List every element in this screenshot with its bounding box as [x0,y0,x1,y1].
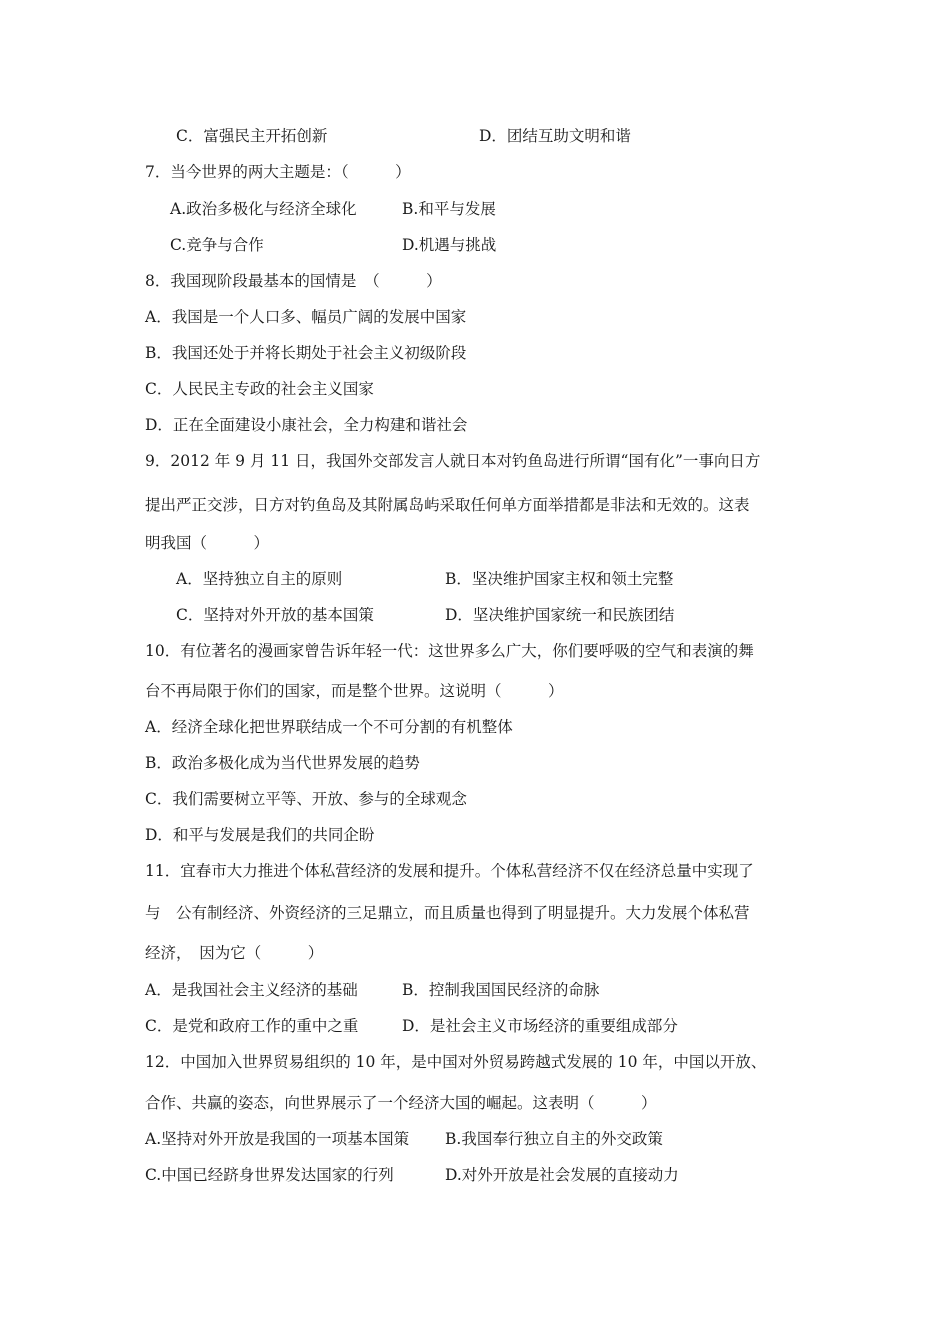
q8-option-d: D．正在全面建设小康社会，全力构建和谐社会 [145,416,468,434]
q10-stem-line-2: 台不再局限于你们的国家，而是整个世界。这说明（ ） [145,682,564,700]
q9-stem-line-2: 提出严正交涉，日方对钓鱼岛及其附属岛屿采取任何单方面举措都是非法和无效的。这表 [145,496,750,514]
q11-option-a: A．是我国社会主义经济的基础 [145,981,358,999]
q9-stem-line-3: 明我国（ ） [145,534,270,552]
q12-option-c: C.中国已经跻身世界发达国家的行列 [145,1166,394,1184]
q10-option-c: C．我们需要树立平等、开放、参与的全球观念 [145,790,467,808]
q8-stem: 8．我国现阶段最基本的国情是 （ ） [145,272,442,290]
q11-stem-line-2: 与 公有制经济、外资经济的三足鼎立，而且质量也得到了明显提升。大力发展个体私营 [145,904,750,922]
q7-option-d: D.机遇与挑战 [402,236,497,254]
q11-option-c: C．是党和政府工作的重中之重 [145,1017,359,1035]
q12-stem-line-1: 12．中国加入世界贸易组织的 10 年，是中国对外贸易跨越式发展的 10 年，中国以开放、 [145,1053,767,1071]
q11-stem-line-3: 经济， 因为它（ ） [145,944,324,962]
q7-stem: 7．当今世界的两大主题是：（ ） [145,163,411,181]
q12-option-a: A.坚持对外开放是我国的一项基本国策 [145,1130,410,1148]
q8-option-b: B．我国还处于并将长期处于社会主义初级阶段 [145,344,467,362]
q12-option-d: D.对外开放是社会发展的直接动力 [445,1166,679,1184]
q6-option-d: D．团结互助文明和谐 [479,127,631,145]
q7-option-b: B.和平与发展 [402,200,496,218]
q8-option-a: A．我国是一个人口多、幅员广阔的发展中国家 [145,308,467,326]
q9-stem-line-1: 9．2012 年 9 月 11 日，我国外交部发言人就日本对钓鱼岛进行所谓“国有化”一事向日方 [145,452,761,470]
q9-option-c: C．坚持对外开放的基本国策 [176,606,374,624]
q9-option-b: B．坚决维护国家主权和领土完整 [445,570,674,588]
q11-option-b: B．控制我国国民经济的命脉 [402,981,600,999]
q10-option-d: D．和平与发展是我们的共同企盼 [145,826,375,844]
q10-stem-line-1: 10．有位著名的漫画家曾告诉年轻一代：这世界多么广大，你们要呼吸的空气和表演的舞 [145,642,754,660]
q11-option-d: D．是社会主义市场经济的重要组成部分 [402,1017,678,1035]
q11-stem-line-1: 11．宜春市大力推进个体私营经济的发展和提升。个体私营经济不仅在经济总量中实现了 [145,862,754,880]
q7-option-a: A.政治多极化与经济全球化 [170,200,357,218]
q10-option-b: B．政治多极化成为当代世界发展的趋势 [145,754,420,772]
q9-option-a: A．坚持独立自主的原则 [176,570,343,588]
q10-option-a: A．经济全球化把世界联结成一个不可分割的有机整体 [145,718,513,736]
q7-option-c: C.竞争与合作 [170,236,264,254]
q9-option-d: D．坚决维护国家统一和民族团结 [445,606,675,624]
q6-option-c: C．富强民主开拓创新 [176,127,328,145]
q12-option-b: B.我国奉行独立自主的外交政策 [445,1130,663,1148]
q8-option-c: C．人民民主专政的社会主义国家 [145,380,374,398]
q12-stem-line-2: 合作、共赢的姿态，向世界展示了一个经济大国的崛起。这表明（ ） [145,1094,657,1112]
